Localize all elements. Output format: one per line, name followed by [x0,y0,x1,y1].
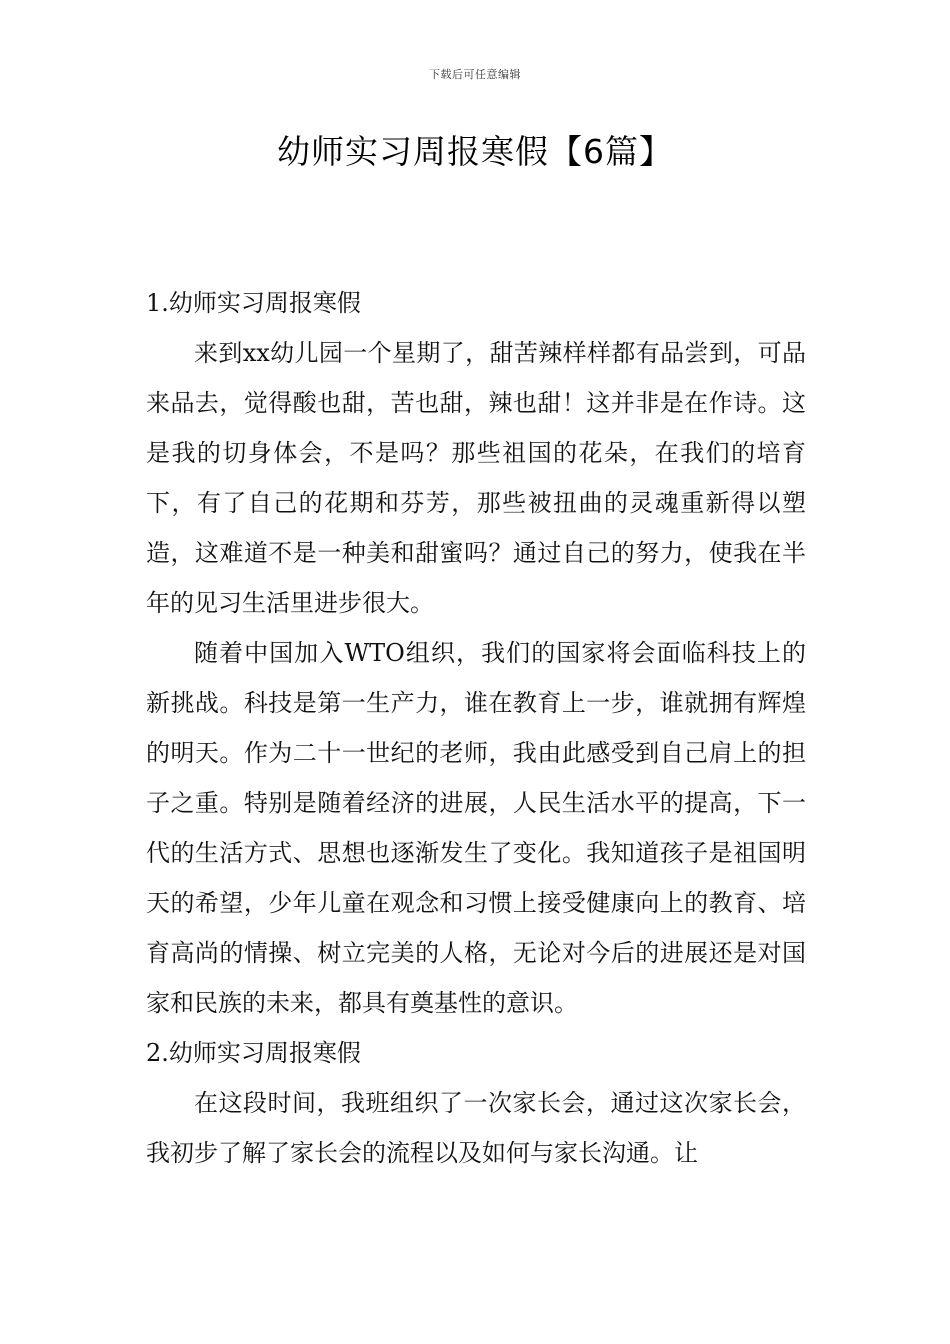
paragraph: 来到xx幼儿园一个星期了，甜苦辣样样都有品尝到，可品来品去，觉得酸也甜，苦也甜，辣也甜！这并非是在作诗。这是我的切身体会，不是吗？那些祖国的花朵，在我们的培育下，有了自己的花期和芬芳，那些被扭曲的灵魂重新得以塑造，这难道不是一种美和甜蜜吗？通过自己的努力，使我在半年的见习生活里进步很大。 [146,339,806,617]
paragraph: 随着中国加入WTO组织，我们的国家将会面临科技上的新挑战。科技是第一生产力，谁在教育上一步，谁就拥有辉煌的明天。作为二十一世纪的老师，我由此感受到自己肩上的担子之重。特别是随着经济的进展，人民生活水平的提高，下一代的生活方式、思想也逐渐发生了变化。我知道孩子是祖国明天的希望，少年儿童在观念和习惯上接受健康向上的教育、培育高尚的情操、树立完美的人格，无论对今后的进展还是对国家和民族的未来，都具有奠基性的意识。 [146,639,806,1017]
section-heading: 2.幼师实习周报寒假 [146,1039,361,1067]
paragraph: 在这段时间，我班组织了一次家长会，通过这次家长会，我初步了解了家长会的流程以及如何与家长沟通。让 [146,1089,806,1167]
header-note: 下载后可任意编辑 [429,68,521,81]
document-title: 幼师实习周报寒假【6篇】 [277,132,673,171]
document-body [146,278,806,1178]
section-1 [146,278,806,1028]
section-2 [146,1028,806,1178]
section-heading: 1.幼师实习周报寒假 [146,289,361,317]
